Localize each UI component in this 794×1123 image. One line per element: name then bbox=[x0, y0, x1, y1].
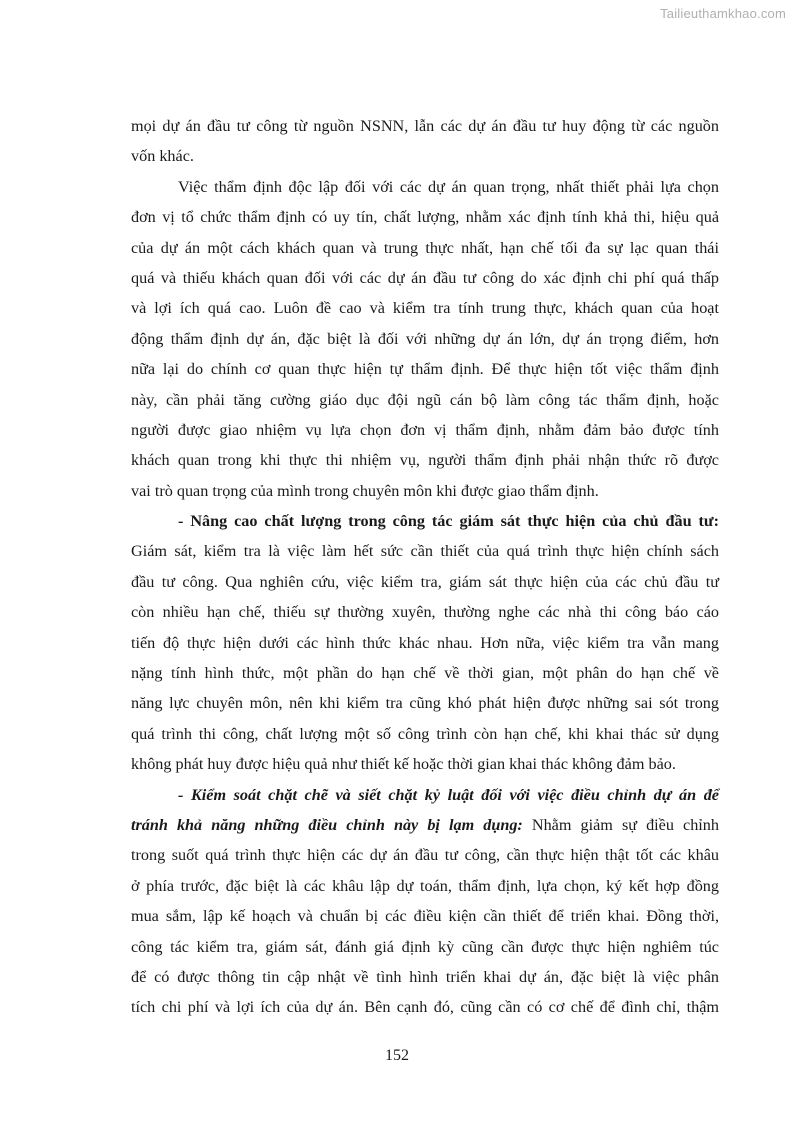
document-body bbox=[131, 111, 719, 1023]
text-line: tích chi phí và lợi ích của dự án. Bên cạnh đó, cũng cần có cơ chế để đình chỉ, thậm bbox=[131, 998, 719, 1017]
text-line: tiến độ thực hiện dưới các hình thức khác nhau. Hơn nữa, việc kiểm tra vẫn mang bbox=[131, 633, 719, 652]
text-line: ở phía trước, đặc biệt là các khâu lập dự toán, thẩm định, lựa chọn, ký kết hợp đồng bbox=[131, 876, 719, 895]
text-line: và lợi ích quá cao. Luôn đề cao và kiểm tra tính trung thực, khách quan của hoạt bbox=[131, 299, 719, 318]
text-line: động thẩm định dự án, đặc biệt là đối với những dự án lớn, dự án trọng điểm, hơn bbox=[131, 329, 719, 348]
text-line: để có được thông tin cập nhật về tình hình triển khai dự án, đặc biệt là việc phân bbox=[131, 967, 719, 986]
text-line: còn nhiều hạn chế, thiếu sự thường xuyên, thường nghe các nhà thi công báo cáo bbox=[131, 603, 719, 622]
text-line: nữa lại do chính cơ quan thực hiện tự thẩm định. Để thực hiện tốt việc thẩm định bbox=[131, 360, 719, 379]
text-line: vai trò quan trọng của mình trong chuyên môn khi được giao thẩm định. bbox=[131, 481, 599, 500]
text-run: Nhằm giảm sự điều chỉnh bbox=[522, 815, 719, 834]
text-line: quá trình thi công, chất lượng một số công trình còn hạn chế, khi khai thác sử dụng bbox=[131, 724, 719, 743]
text-line: Việc thẩm định độc lập đối với các dự án quan trọng, nhất thiết phải lựa chọn bbox=[178, 177, 719, 196]
text-line: mua sắm, lập kế hoạch và chuẩn bị các điều kiện cần thiết để triển khai. Đồng thời, bbox=[131, 907, 719, 926]
text-line: đầu tư công. Qua nghiên cứu, việc kiểm tra, giám sát thực hiện của các chủ đầu tư bbox=[131, 572, 719, 591]
watermark: Tailieuthamkhao.com bbox=[660, 6, 786, 21]
text-line: khách quan trong khi thực thi nhiệm vụ, người thẩm định phải nhận thức rõ được bbox=[131, 451, 719, 470]
section-heading-adjustment-control-cont: tránh khả năng những điều chỉnh này bị lạm dụng: bbox=[131, 815, 523, 834]
text-line: Giám sát, kiểm tra là việc làm hết sức cần thiết của quá trình thực hiện chính sách bbox=[131, 542, 719, 561]
text-line: trong suốt quá trình thực hiện các dự án đầu tư công, cần thực hiện thật tốt các khâu bbox=[131, 846, 719, 865]
page-number: 152 bbox=[385, 1047, 409, 1064]
section-heading-supervision: - Nâng cao chất lượng trong công tác giám sát thực hiện của chủ đầu tư: bbox=[178, 512, 719, 531]
text-line: này, cần phải tăng cường giáo dục đội ngũ cán bộ làm công tác thẩm định, hoặc bbox=[131, 390, 719, 409]
text-line: không phát huy được hiệu quả như thiết kế hoặc thời gian khai thác không đảm bảo. bbox=[131, 755, 676, 774]
text-line: vốn khác. bbox=[131, 147, 194, 166]
text-line: của dự án một cách khách quan và trung thực nhất, hạn chế tối đa sự lạc quan thái bbox=[131, 238, 719, 257]
text-line: nặng tính hình thức, một phần do hạn chế về thời gian, một phân do hạn chế về bbox=[131, 664, 719, 683]
text-line: quá và thiếu khách quan đối với các dự án đầu tư công do xác định chi phí quá thấp bbox=[131, 268, 719, 287]
text-line: công tác kiểm tra, giám sát, đánh giá định kỳ cũng cần được thực hiện nghiêm túc bbox=[131, 937, 719, 956]
section-heading-adjustment-control: - Kiểm soát chặt chẽ và siết chặt kỷ luật đối với việc điều chỉnh dự án để bbox=[178, 785, 719, 804]
text-line: người được giao nhiệm vụ lựa chọn đơn vị thẩm định, nhằm đảm bảo được tính bbox=[131, 420, 719, 439]
text-line bbox=[131, 810, 719, 840]
text-line: mọi dự án đầu tư công từ nguồn NSNN, lẫn các dự án đầu tư huy động từ các nguồn bbox=[131, 117, 719, 135]
text-line: đơn vị tổ chức thẩm định có uy tín, chất lượng, nhằm xác định tính khả thi, hiệu quả bbox=[131, 208, 719, 227]
text-line: năng lực chuyên môn, nên khi kiểm tra cũng khó phát hiện được những sai sót trong bbox=[131, 694, 719, 713]
